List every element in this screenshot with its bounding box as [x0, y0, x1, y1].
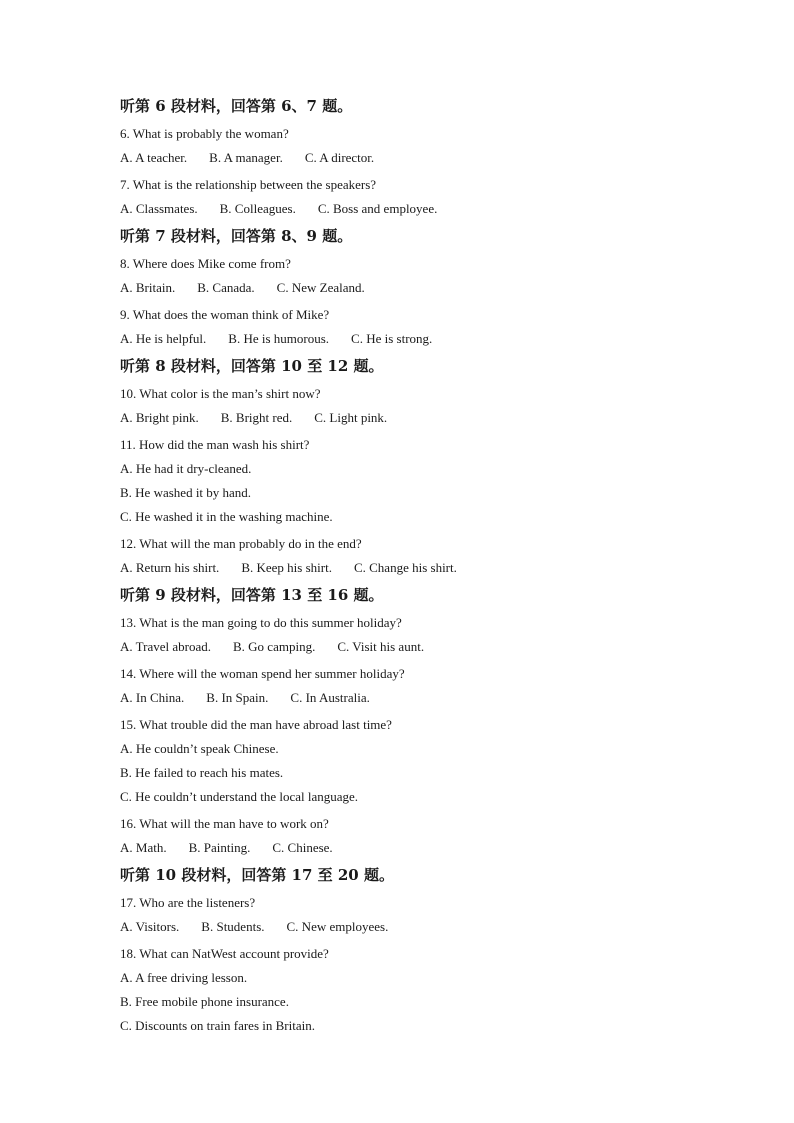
answer-option: C. Change his shirt. [353, 560, 457, 575]
exam-page [120, 94, 720, 1041]
answer-option: C. New employees. [286, 919, 389, 934]
question-stem: 13. What is the man going to do this summer holiday? [120, 615, 402, 630]
section-title: 听第 7 段材料，回答第 8、9 题。 [120, 227, 353, 245]
section-title: 听第 8 段材料，回答第 10 至 12 题。 [120, 357, 384, 375]
answer-option: A. Bright pink. [120, 410, 199, 425]
answer-option: B. Go camping. [233, 639, 316, 654]
question-stem: 7. What is the relationship between the speakers? [120, 177, 377, 192]
question-item [120, 611, 720, 659]
option-row [120, 406, 720, 430]
question-item [120, 942, 720, 1038]
answer-option: A. A free driving lesson. [120, 970, 248, 985]
answer-option: C. A director. [304, 150, 375, 165]
question-item [120, 891, 720, 939]
question-item [120, 173, 720, 221]
question-stem: 12. What will the man probably do in the end? [120, 536, 362, 551]
answer-option: A. Britain. [120, 280, 176, 295]
answer-option: C. He couldn’t understand the local language. [120, 789, 359, 804]
question-item [120, 382, 720, 430]
answer-option: C. Chinese. [272, 840, 333, 855]
question-stem: 17. Who are the listeners? [120, 895, 256, 910]
answer-option: B. In Spain. [206, 690, 269, 705]
answer-option: A. Math. [120, 840, 167, 855]
answer-option: B. He washed it by hand. [120, 485, 252, 500]
option-row [120, 836, 720, 860]
answer-option: A. Visitors. [120, 919, 180, 934]
listening-section [120, 354, 720, 580]
answer-option: C. Discounts on train fares in Britain. [120, 1018, 315, 1033]
question-item [120, 252, 720, 300]
option-row [120, 686, 720, 710]
answer-option: B. Keep his shirt. [241, 560, 332, 575]
section-title: 听第 9 段材料，回答第 13 至 16 题。 [120, 586, 384, 604]
answer-option: A. A teacher. [120, 150, 188, 165]
option-row [120, 556, 720, 580]
question-item [120, 713, 720, 809]
section-title: 听第 6 段材料，回答第 6、7 题。 [120, 97, 353, 115]
answer-option: A. In China. [120, 690, 185, 705]
answer-option: B. A manager. [209, 150, 283, 165]
question-stem: 18. What can NatWest account provide? [120, 946, 329, 961]
question-stem: 6. What is probably the woman? [120, 126, 289, 141]
question-stem: 11. How did the man wash his shirt? [120, 437, 310, 452]
answer-option: B. Bright red. [220, 410, 293, 425]
listening-section [120, 94, 720, 221]
question-stem: 16. What will the man have to work on? [120, 816, 329, 831]
listening-section [120, 224, 720, 351]
answer-option: A. He couldn’t speak Chinese. [120, 741, 279, 756]
question-stem: 14. Where will the woman spend her summer holiday? [120, 666, 405, 681]
listening-section [120, 863, 720, 1038]
question-item [120, 433, 720, 529]
option-row [120, 635, 720, 659]
answer-option: A. He had it dry-cleaned. [120, 461, 252, 476]
question-stem: 10. What color is the man’s shirt now? [120, 386, 321, 401]
question-item [120, 122, 720, 170]
answer-option: A. Travel abroad. [120, 639, 211, 654]
answer-option: C. Boss and employee. [317, 201, 438, 216]
option-row [120, 915, 720, 939]
answer-option: B. He is humorous. [228, 331, 330, 346]
answer-option: A. Classmates. [120, 201, 198, 216]
question-item [120, 532, 720, 580]
answer-option: C. New Zealand. [276, 280, 365, 295]
answer-option: A. He is helpful. [120, 331, 207, 346]
answer-option: B. Colleagues. [219, 201, 296, 216]
answer-option: C. He washed it in the washing machine. [120, 509, 333, 524]
question-stem: 8. Where does Mike come from? [120, 256, 291, 271]
answer-option: B. Canada. [197, 280, 255, 295]
listening-section [120, 583, 720, 860]
section-title: 听第 10 段材料，回答第 17 至 20 题。 [120, 866, 394, 884]
option-row [120, 327, 720, 351]
question-item [120, 662, 720, 710]
answer-option: C. Light pink. [314, 410, 388, 425]
option-row [120, 276, 720, 300]
answer-option: B. Free mobile phone insurance. [120, 994, 289, 1009]
answer-option: C. Visit his aunt. [337, 639, 425, 654]
option-row [120, 146, 720, 170]
question-item [120, 303, 720, 351]
answer-option: B. He failed to reach his mates. [120, 765, 284, 780]
option-row [120, 197, 720, 221]
answer-option: C. In Australia. [290, 690, 370, 705]
answer-option: C. He is strong. [351, 331, 433, 346]
question-item [120, 812, 720, 860]
question-stem: 15. What trouble did the man have abroad last time? [120, 717, 392, 732]
answer-option: B. Painting. [188, 840, 251, 855]
question-stem: 9. What does the woman think of Mike? [120, 307, 330, 322]
answer-option: A. Return his shirt. [120, 560, 220, 575]
answer-option: B. Students. [201, 919, 265, 934]
